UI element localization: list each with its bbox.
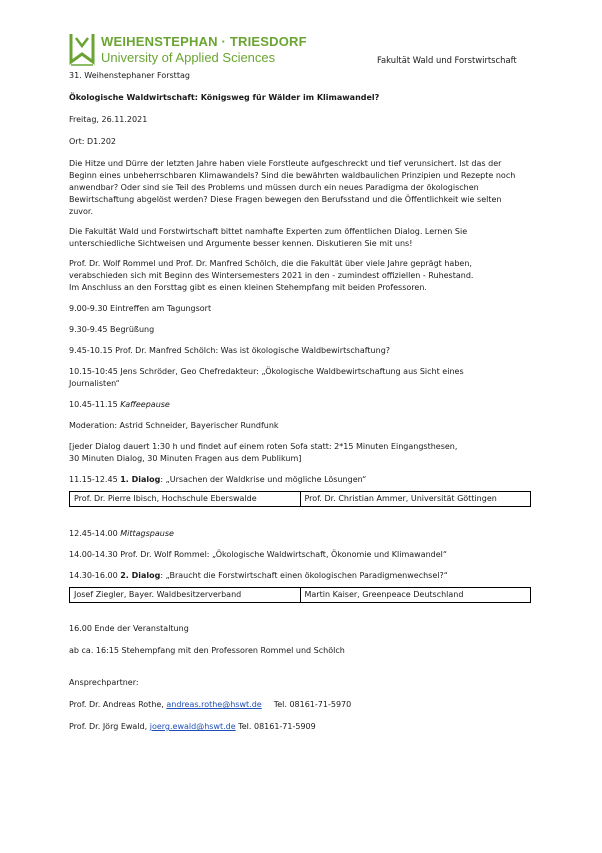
dialog-2-label: 2. Dialog: [120, 571, 161, 580]
logo-subtitle: University of Applied Sciences: [101, 50, 276, 65]
dialog-note: [69, 441, 539, 465]
dialog-1-topic: : „Ursachen der Waldkrise und mögliche Lösungen“: [160, 475, 367, 484]
event-title: Ökologische Waldwirtschaft: Königsweg für Wälder im Klimawandel?: [69, 93, 380, 102]
program-line: Journalisten“: [69, 379, 120, 388]
intro-line: unterschiedliche Sichtweisen und Argumente besser kennen. Diskutieren Sie mit uns!: [69, 239, 413, 248]
contacts-heading: Ansprechpartner:: [69, 678, 139, 687]
program-time: 12.45-14.00: [69, 529, 121, 538]
program-item: 9.45-10.15 Prof. Dr. Manfred Schölch: Was ist ökologische Waldbewirtschaftung?: [69, 346, 391, 355]
university-logo-icon: [69, 32, 95, 66]
contact-2-name: Prof. Dr. Jörg Ewald,: [69, 722, 150, 731]
intro-line: Bewirtschaftung abgelöst werden? Diese Fragen bewegen den Berufsstand und die Öffentlichkeit wie selten: [69, 195, 502, 204]
program-item: [69, 399, 539, 411]
contact-1-tel: Tel. 08161-71-5970: [273, 700, 352, 709]
coffee-break-label: Kaffeepause: [120, 400, 170, 409]
dialog-2-table: [69, 587, 531, 603]
logo-name: WEIHENSTEPHAN · TRIESDORF: [101, 34, 307, 49]
program-line: 10.15-10:45 Jens Schröder, Geo Chefredakteur: „Ökologische Waldbewirtschaftung aus Sicht eines: [69, 367, 464, 376]
dialog-2-heading: [69, 570, 539, 582]
table-row: [70, 588, 531, 603]
intro-line: zuvor.: [69, 207, 93, 216]
contact-2-email-link[interactable]: joerg.ewald@hswt.de: [149, 722, 236, 731]
contact-1-name: Prof. Dr. Andreas Rothe,: [69, 700, 167, 709]
intro-paragraph-1: [69, 158, 539, 218]
program-item: 16.00 Ende der Veranstaltung: [69, 624, 189, 633]
table-row: [70, 492, 531, 507]
faculty-name: Fakultät Wald und Forstwirtschaft: [377, 55, 517, 65]
dialog-1-label: 1. Dialog: [120, 475, 161, 484]
dialog-1-table: [69, 491, 531, 507]
moderation: Moderation: Astrid Schneider, Bayerischer Rundfunk: [69, 421, 279, 430]
program-item: 14.00-14.30 Prof. Dr. Wolf Rommel: „Ökologische Waldwirtschaft, Ökonomie und Klimawandel“: [69, 550, 448, 559]
dialog-1-speaker-right: Prof. Dr. Christian Ammer, Universität Göttingen: [300, 492, 531, 507]
note-line: 30 Minuten Dialog, 30 Minuten Fragen aus dem Publikum]: [69, 454, 302, 463]
program-item: [69, 366, 539, 390]
contact-2-tel: Tel. 08161-71-5909: [235, 722, 316, 731]
event-name: 31. Weihenstephaner Forsttag: [69, 71, 190, 80]
intro-line: Die Hitze und Dürre der letzten Jahre haben viele Forstleute aufgeschreckt und tief verunsichert. Ist das der: [69, 159, 502, 168]
program-item: 9.30-9.45 Begrüßung: [69, 325, 155, 334]
intro-line: Beginn eines unbeherrschbaren Klimawandels? Sind die bewährten waldbaulichen Prinzipien und Rezepte noch: [69, 171, 516, 180]
document-body: [69, 70, 539, 733]
dialog-2-speaker-left: Josef Ziegler, Bayer. Waldbesitzerverband: [70, 588, 301, 603]
note-line: [jeder Dialog dauert 1:30 h und findet auf einem roten Sofa statt: 2*15 Minuten Eingangsthesen,: [69, 442, 458, 451]
program-time: 11.15-12.45: [69, 475, 121, 484]
program-time: 10.45-11.15: [69, 400, 121, 409]
intro-line: anwendbar? Oder sind sie Teil des Problems und müssen durch ein neues Paradigma der ökologischen: [69, 183, 479, 192]
intro-line: Prof. Dr. Wolf Rommel und Prof. Dr. Manfred Schölch, die die Fakultät über viele Jahre geprägt haben,: [69, 259, 472, 268]
contact-2: [69, 721, 539, 733]
lunch-break-label: Mittagspause: [120, 529, 174, 538]
program-item: ab ca. 16:15 Stehempfang mit den Professoren Rommel und Schölch: [69, 646, 345, 655]
dialog-1-speaker-left: Prof. Dr. Pierre Ibisch, Hochschule Eberswalde: [70, 492, 301, 507]
intro-paragraph-3: [69, 258, 539, 294]
contact-1: [69, 699, 539, 711]
event-location: Ort: D1.202: [69, 137, 117, 146]
intro-line: verabschieden sich mit Beginn des Wintersemesters 2021 in den - zumindest offiziellen - Ruhestand.: [69, 271, 474, 280]
university-logo: [69, 32, 307, 68]
program-time: 14.30-16.00: [69, 571, 121, 580]
dialog-1-heading: [69, 474, 539, 486]
dialog-2-topic: : „Braucht die Forstwirtschaft einen ökologischen Paradigmenwechsel?“: [160, 571, 448, 580]
program-item: 9.00-9.30 Eintreffen am Tagungsort: [69, 304, 212, 313]
program-item: [69, 528, 539, 540]
event-date: Freitag, 26.11.2021: [69, 115, 148, 124]
intro-paragraph-2: [69, 226, 539, 250]
contact-1-email-link[interactable]: andreas.rothe@hswt.de: [166, 700, 262, 709]
intro-line: Im Anschluss an den Forsttag gibt es einen kleinen Stehempfang mit beiden Professoren.: [69, 283, 427, 292]
dialog-2-speaker-right: Martin Kaiser, Greenpeace Deutschland: [300, 588, 531, 603]
intro-line: Die Fakultät Wald und Forstwirtschaft bittet namhafte Experten zum öffentlichen Dialog. Lernen Sie: [69, 227, 468, 236]
